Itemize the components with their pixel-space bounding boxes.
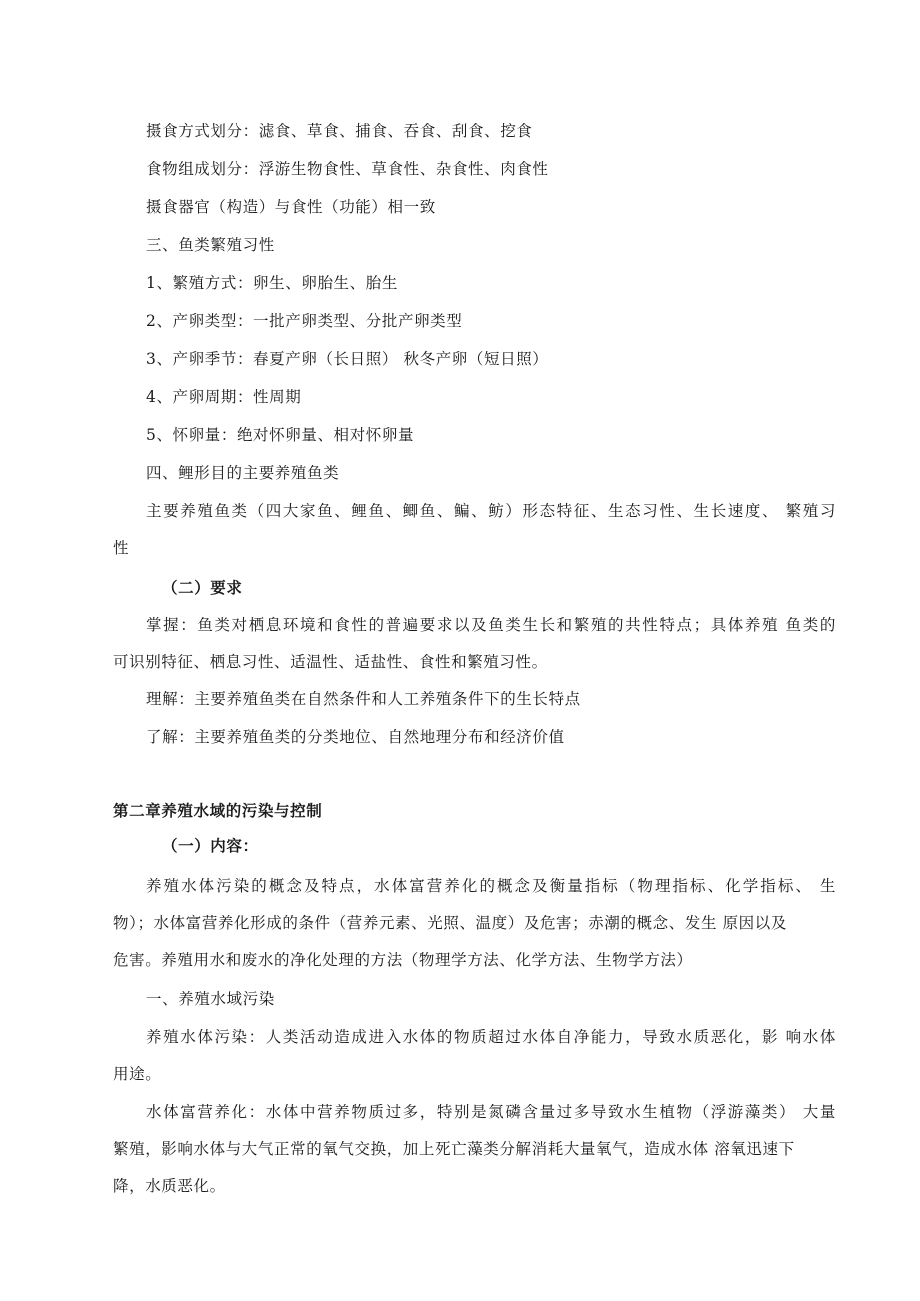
paragraph-line: 性 (113, 539, 130, 557)
text-line-understand: 理解：主要养殖鱼类在自然条件和人工养殖条件下的生长特点 (146, 690, 581, 708)
chapter-title: 第二章养殖水域的污染与控制 (113, 802, 323, 820)
section-heading-reproduction: 三、鱼类繁殖习性 (146, 236, 275, 254)
paragraph-line: 主要养殖鱼类（四大家鱼、鲤鱼、鲫鱼、鳊、鲂）形态特征、生态习性、生长速度、 繁殖习 (146, 502, 836, 520)
paragraph-line: 物）；水体富营养化形成的条件（营养元素、光照、温度）及危害；赤潮的概念、发生 原因以及 (113, 914, 787, 932)
paragraph-line: 养殖水体污染的概念及特点，水体富营养化的概念及衡量指标（物理指标、化学指标、 生 (146, 877, 836, 895)
paragraph-line: 降，水质恶化。 (113, 1177, 226, 1195)
paragraph-line: 可识别特征、栖息习性、适温性、适盐性、食性和繁殖习性。 (113, 653, 548, 671)
paragraph-line: 繁殖，影响水体与大气正常的氧气交换，加上死亡藻类分解消耗大量氧气，造成水体 溶氧迅速下 (113, 1140, 795, 1158)
list-item-fecundity: 5、怀卵量：绝对怀卵量、相对怀卵量 (146, 426, 415, 444)
list-item-spawning-season: 3、产卵季节：春夏产卵（长日照） 秋冬产卵（短日照） (146, 350, 549, 368)
subheading-requirements: （二）要求 (162, 579, 243, 597)
subheading-content: （一）内容： (162, 837, 259, 855)
paragraph-line: 养殖水体污染：人类活动造成进入水体的物质超过水体自净能力，导致水质恶化，影 响水体 (146, 1028, 836, 1046)
text-line-know: 了解：主要养殖鱼类的分类地位、自然地理分布和经济价值 (146, 728, 565, 746)
text-line-feeding-mode: 摄食方式划分：滤食、草食、捕食、吞食、刮食、挖食 (146, 122, 533, 140)
paragraph-line: 水体富营养化：水体中营养物质过多，特别是氮磷含量过多导致水生植物（浮游藻类） 大量 (146, 1103, 836, 1121)
section-heading-cypriniformes: 四、鲤形目的主要养殖鱼类 (146, 464, 340, 482)
paragraph-line: 危害。养殖用水和废水的净化处理的方法（物理学方法、化学方法、生物学方法） (113, 951, 693, 969)
paragraph-line: 掌握：鱼类对栖息环境和食性的普遍要求以及鱼类生长和繁殖的共性特点；具体养殖 鱼类的 (146, 616, 836, 634)
list-item-spawning-cycle: 4、产卵周期：性周期 (146, 388, 302, 406)
text-line-food-composition: 食物组成划分：浮游生物食性、草食性、杂食性、肉食性 (146, 160, 549, 178)
section-heading-pollution: 一、养殖水域污染 (146, 990, 275, 1008)
list-item-reproduction-mode: 1、繁殖方式：卵生、卵胎生、胎生 (146, 274, 398, 292)
text-line-feeding-organ: 摄食器官（构造）与食性（功能）相一致 (146, 198, 436, 216)
paragraph-line: 用途。 (113, 1065, 162, 1083)
list-item-spawning-type: 2、产卵类型：一批产卵类型、分批产卵类型 (146, 312, 463, 330)
